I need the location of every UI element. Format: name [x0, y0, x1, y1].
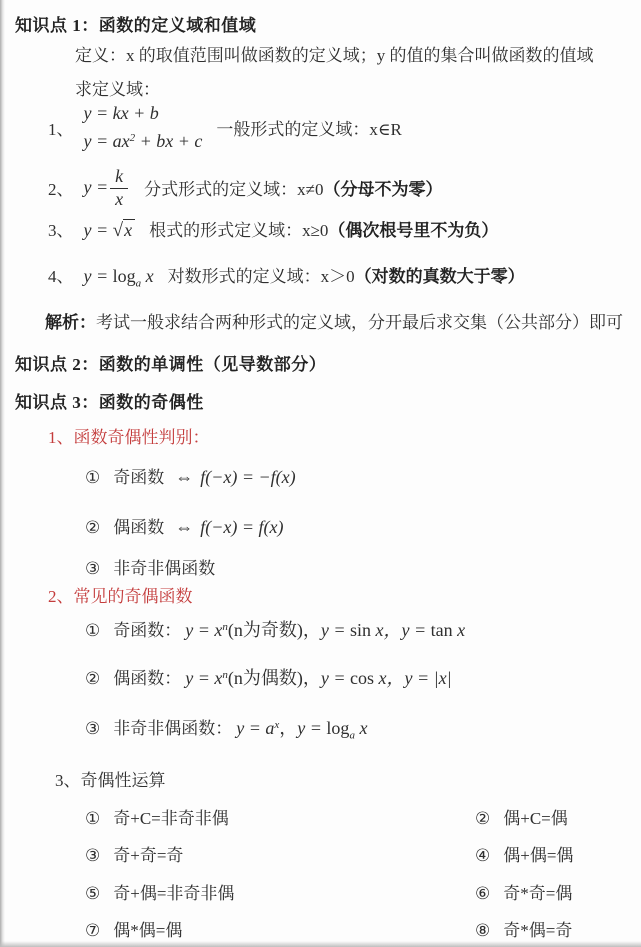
item3-desc-bold: （偶次根号里不为负）: [328, 221, 499, 240]
analysis-text: 考试一般求结合两种形式的定义域，分开最后求交集（公共部分）即可: [96, 313, 623, 332]
common3-log-base: a: [349, 729, 355, 742]
op-item-8: [475, 916, 572, 941]
common3-log-pre: y =: [297, 718, 327, 738]
common-item-odd: [85, 616, 465, 642]
item3-domain-desc: [149, 216, 498, 241]
kp2-title: 知识点 2：函数的单调性（见导数部分）: [15, 355, 327, 374]
judge3-number: ③: [85, 559, 101, 578]
log-function-name: log: [112, 266, 136, 286]
op-item-1: [85, 804, 229, 829]
common2-formulas: [185, 664, 451, 690]
op3-number: ③: [85, 846, 101, 865]
common3-exp-sup: x: [274, 719, 280, 731]
common1-number: ①: [85, 621, 101, 640]
common2-power-exp: n: [222, 669, 228, 681]
item2-domain-desc: [144, 175, 442, 200]
op-item-3: [85, 841, 183, 866]
quadratic-exponent: 2: [129, 132, 136, 144]
common2-abs-var: |x|: [433, 668, 452, 688]
item2-fraction-formula: [84, 177, 109, 198]
op7-number: ⑦: [85, 921, 101, 940]
common3-label: 非奇非偶函数：: [113, 719, 233, 738]
op4-text: 偶+偶=偶: [503, 846, 574, 865]
op7-text: 偶*偶=偶: [113, 921, 183, 940]
common3-formulas: [236, 714, 367, 742]
item2-number: 2、: [48, 180, 74, 200]
kp1-item-fraction-form: [48, 167, 442, 209]
common-item-even: [85, 664, 452, 690]
common2-cos-fn: cos: [350, 668, 375, 688]
common1-paren-note: (n为奇数)，: [227, 620, 321, 640]
op-item-5: [85, 879, 234, 904]
common1-power-exp: n: [222, 621, 228, 633]
common1-sin-var: x，: [371, 620, 402, 640]
common1-sin-fn: sin: [350, 620, 372, 640]
op-item-7: [85, 916, 182, 941]
op2-text: 偶+C=偶: [503, 809, 568, 828]
common1-power-pre: y = x: [185, 620, 223, 640]
item4-desc-normal: 对数形式的定义域：x＞0: [167, 267, 355, 286]
common1-label: 奇函数：: [113, 621, 182, 640]
op2-number: ②: [475, 809, 491, 828]
kp1-item-general-form: [48, 103, 402, 152]
item3-desc-normal: 根式的形式定义域：x≥0: [149, 221, 329, 240]
judge-item-even: [85, 513, 284, 538]
quadratic-post: + bx + c: [135, 131, 203, 151]
op5-text: 奇+偶=非奇非偶: [113, 884, 235, 903]
log-base: a: [135, 277, 142, 290]
item4-log-formula: [84, 266, 154, 290]
judge3-label: 非奇非偶函数: [113, 559, 216, 578]
radicand: x: [123, 219, 135, 240]
kp1-find-domain-label: 求定义域：: [75, 80, 160, 99]
op-item-6: [475, 879, 572, 904]
item4-number: 4、: [48, 267, 74, 286]
common2-cos-pre: y =: [320, 668, 351, 688]
kp1-title: 知识点 1：函数的定义域和值域: [15, 16, 257, 35]
item2-desc-normal: 分式形式的定义域：x≠0: [144, 180, 324, 200]
iff-arrow-icon: ⇔: [175, 517, 194, 537]
common1-tan-var: x: [452, 620, 466, 640]
op8-number: ⑧: [475, 921, 491, 940]
judge2-formula: f(−x) = f(x): [200, 517, 284, 537]
common3-separator: ，: [279, 718, 298, 738]
op3-text: 奇+奇=奇: [113, 846, 184, 865]
log-argument: x: [141, 266, 154, 286]
item4-desc-bold: （对数的真数大于零）: [354, 267, 525, 286]
radical-sign: √: [112, 220, 124, 241]
kp1-item-log-form: [48, 262, 525, 290]
parity-operations-heading: 3、奇偶性运算: [55, 771, 166, 790]
iff-arrow-icon: ⇔: [175, 467, 194, 487]
op1-text: 奇+C=非奇非偶: [113, 809, 229, 828]
common2-label: 偶函数：: [113, 669, 182, 688]
judge1-number: ①: [85, 468, 101, 487]
judge2-label: 偶函数: [113, 518, 165, 537]
op5-number: ⑤: [85, 884, 101, 903]
radical-pre: y =: [83, 220, 113, 240]
kp3-title: 知识点 3：函数的奇偶性: [15, 393, 204, 412]
quadratic-pre: y = ax: [83, 131, 130, 151]
judge1-label: 奇函数: [113, 468, 165, 487]
fraction: [110, 167, 128, 209]
item1-domain-desc: 一般形式的定义域：x∈R: [216, 120, 402, 139]
op-item-4: [475, 841, 573, 866]
common3-number: ③: [85, 719, 101, 738]
judge1-formula: f(−x) = −f(x): [200, 467, 296, 487]
op-item-2: [475, 804, 568, 829]
common1-formulas: [185, 616, 465, 642]
log-pre: y =: [83, 266, 113, 286]
fraction-denominator: x: [115, 188, 124, 209]
common3-log-var: x: [354, 718, 368, 738]
judge-item-neither: [85, 554, 215, 579]
judge-item-odd: [85, 463, 296, 488]
judge2-number: ②: [85, 518, 101, 537]
op4-number: ④: [475, 846, 491, 865]
kp1-item-radical-form: [48, 216, 498, 242]
op6-text: 奇*奇=偶: [503, 884, 573, 903]
common-item-neither: [85, 714, 367, 742]
op1-number: ①: [85, 809, 101, 828]
fraction-numerator: k: [110, 167, 128, 189]
analysis-label: 解析：: [45, 313, 96, 332]
common-parity-heading: 2、常见的奇偶函数: [48, 587, 193, 606]
page-left-edge-shadow: [0, 0, 5, 947]
item1-equation-stack: [84, 103, 203, 152]
item2-desc-bold: （分母不为零）: [323, 180, 443, 200]
item4-domain-desc: [168, 262, 525, 287]
common1-tan-fn: tan: [430, 620, 453, 640]
common1-tan-pre: y =: [401, 620, 431, 640]
common2-power-pre: y = x: [185, 668, 223, 688]
kp1-definition: 定义：x 的取值范围叫做函数的定义域；y 的值的集合叫做函数的值域: [75, 46, 594, 65]
common3-log-fn: log: [326, 718, 350, 738]
op8-text: 奇*偶=奇: [503, 921, 573, 940]
common2-paren-note: (n为偶数)，: [227, 668, 321, 688]
page-bottom-edge-shadow: [0, 941, 641, 947]
fraction-pre: y =: [83, 177, 109, 198]
item3-number: 3、: [48, 221, 74, 240]
analysis-line: [45, 308, 623, 333]
common2-cos-var: x，: [374, 668, 405, 688]
common2-abs-pre: y =: [404, 668, 434, 688]
common2-number: ②: [85, 669, 101, 688]
item1-quadratic-formula: [84, 131, 203, 152]
op6-number: ⑥: [475, 884, 491, 903]
item1-number: 1、: [48, 120, 74, 139]
common1-sin-pre: y =: [320, 620, 351, 640]
parity-judge-heading: 1、函数奇偶性判别：: [48, 428, 210, 447]
item3-radical-formula: [84, 220, 136, 242]
common3-exp-pre: y = a: [236, 718, 275, 738]
item1-linear-formula: y = kx + b: [83, 103, 159, 123]
